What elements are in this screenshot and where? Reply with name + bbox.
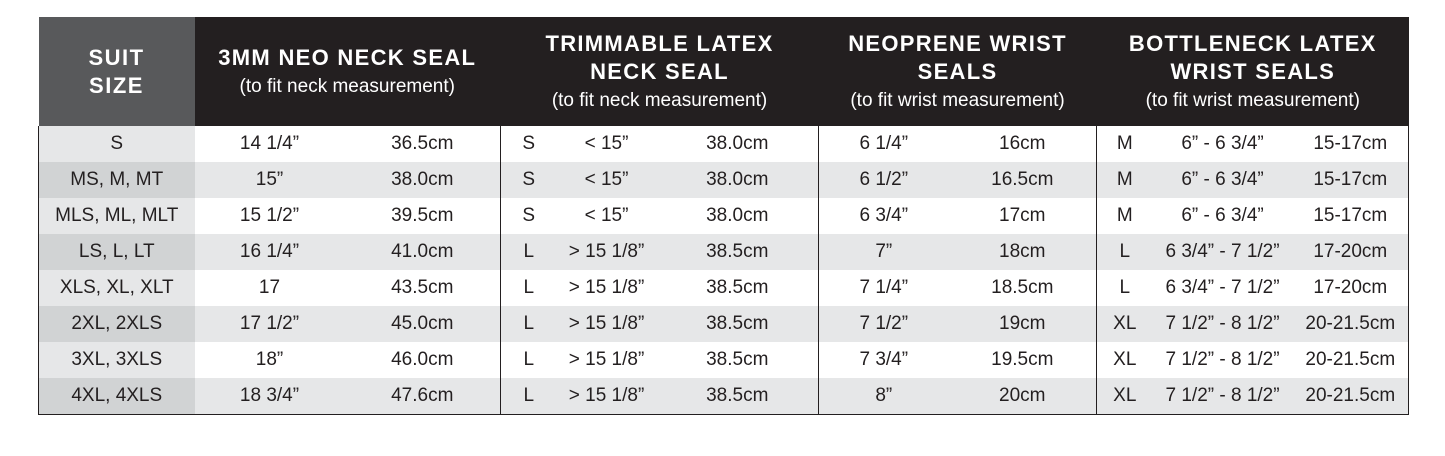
neo-neck-cm-cell: 36.5cm xyxy=(345,126,501,162)
bottleneck-wrist-cm-cell: 17-20cm xyxy=(1293,270,1409,306)
neo-wrist-cm-cell: 16cm xyxy=(949,126,1097,162)
header-suit-size-title: SUIT SIZE xyxy=(88,44,145,98)
neo-neck-cm-cell: 41.0cm xyxy=(345,234,501,270)
latex-neck-cm-cell: 38.5cm xyxy=(657,378,819,414)
latex-neck-size-cell: S xyxy=(501,126,557,162)
suit-size-cell: MS, M, MT xyxy=(39,162,195,198)
latex-neck-inches-cell: < 15” xyxy=(557,198,657,234)
latex-neck-size-cell: L xyxy=(501,342,557,378)
neo-neck-cm-cell: 43.5cm xyxy=(345,270,501,306)
latex-neck-cm-cell: 38.5cm xyxy=(657,234,819,270)
table-row xyxy=(39,306,1409,342)
latex-neck-inches-cell: < 15” xyxy=(557,126,657,162)
header-bottleneck-wrist-seals-title: BOTTLENECK LATEX WRIST SEALS xyxy=(1128,30,1377,84)
neo-wrist-cm-cell: 17cm xyxy=(949,198,1097,234)
bottleneck-wrist-size-cell: M xyxy=(1097,126,1153,162)
bottleneck-wrist-inches-cell: 7 1/2” - 8 1/2” xyxy=(1153,342,1293,378)
bottleneck-wrist-size-cell: XL xyxy=(1097,306,1153,342)
bottleneck-wrist-inches-cell: 6” - 6 3/4” xyxy=(1153,198,1293,234)
neo-wrist-cm-cell: 18cm xyxy=(949,234,1097,270)
table-row xyxy=(39,126,1409,162)
neo-wrist-cm-cell: 19.5cm xyxy=(949,342,1097,378)
bottleneck-wrist-inches-cell: 6” - 6 3/4” xyxy=(1153,162,1293,198)
neo-wrist-inches-cell: 7” xyxy=(819,234,949,270)
header-neo-neck-seal-title: 3MM NEO NECK SEAL xyxy=(218,44,477,70)
bottleneck-wrist-size-cell: L xyxy=(1097,234,1153,270)
neo-wrist-cm-cell: 19cm xyxy=(949,306,1097,342)
neo-wrist-cm-cell: 18.5cm xyxy=(949,270,1097,306)
header-suit-size xyxy=(39,17,195,126)
neo-neck-inches-cell: 18” xyxy=(195,342,345,378)
header-latex-neck-seal xyxy=(501,17,819,126)
bottleneck-wrist-cm-cell: 20-21.5cm xyxy=(1293,342,1409,378)
latex-neck-size-cell: L xyxy=(501,378,557,414)
latex-neck-inches-cell: > 15 1/8” xyxy=(557,234,657,270)
bottleneck-wrist-cm-cell: 15-17cm xyxy=(1293,162,1409,198)
bottleneck-wrist-cm-cell: 15-17cm xyxy=(1293,198,1409,234)
header-neoprene-wrist-seals xyxy=(819,17,1097,126)
table-body xyxy=(39,126,1409,414)
neo-neck-inches-cell: 17 1/2” xyxy=(195,306,345,342)
header-row xyxy=(39,17,1409,126)
table-row xyxy=(39,270,1409,306)
table-row xyxy=(39,198,1409,234)
header-latex-neck-seal-subtitle: (to fit neck measurement) xyxy=(551,89,768,111)
header-neoprene-wrist-seals-subtitle: (to fit wrist measurement) xyxy=(850,89,1065,111)
table-row xyxy=(39,342,1409,378)
suit-size-cell: MLS, ML, MLT xyxy=(39,198,195,234)
neo-wrist-inches-cell: 6 1/2” xyxy=(819,162,949,198)
neo-neck-cm-cell: 39.5cm xyxy=(345,198,501,234)
header-bottleneck-wrist-seals xyxy=(1097,17,1409,126)
latex-neck-cm-cell: 38.0cm xyxy=(657,198,819,234)
neo-wrist-inches-cell: 7 1/2” xyxy=(819,306,949,342)
bottleneck-wrist-inches-cell: 6 3/4” - 7 1/2” xyxy=(1153,270,1293,306)
header-latex-neck-seal-title: TRIMMABLE LATEX NECK SEAL xyxy=(545,30,774,84)
neo-neck-inches-cell: 15 1/2” xyxy=(195,198,345,234)
latex-neck-cm-cell: 38.0cm xyxy=(657,126,819,162)
neo-neck-inches-cell: 18 3/4” xyxy=(195,378,345,414)
bottleneck-wrist-cm-cell: 17-20cm xyxy=(1293,234,1409,270)
bottleneck-wrist-inches-cell: 7 1/2” - 8 1/2” xyxy=(1153,378,1293,414)
latex-neck-cm-cell: 38.0cm xyxy=(657,162,819,198)
latex-neck-size-cell: L xyxy=(501,270,557,306)
bottleneck-wrist-cm-cell: 15-17cm xyxy=(1293,126,1409,162)
bottleneck-wrist-inches-cell: 6 3/4” - 7 1/2” xyxy=(1153,234,1293,270)
bottleneck-wrist-cm-cell: 20-21.5cm xyxy=(1293,306,1409,342)
bottleneck-wrist-inches-cell: 6” - 6 3/4” xyxy=(1153,126,1293,162)
size-chart-table xyxy=(38,17,1409,415)
bottleneck-wrist-size-cell: XL xyxy=(1097,342,1153,378)
neo-wrist-cm-cell: 16.5cm xyxy=(949,162,1097,198)
suit-size-cell: S xyxy=(39,126,195,162)
neo-wrist-cm-cell: 20cm xyxy=(949,378,1097,414)
suit-size-cell: XLS, XL, XLT xyxy=(39,270,195,306)
table-row xyxy=(39,162,1409,198)
suit-size-cell: 3XL, 3XLS xyxy=(39,342,195,378)
latex-neck-cm-cell: 38.5cm xyxy=(657,270,819,306)
neo-neck-cm-cell: 47.6cm xyxy=(345,378,501,414)
neo-wrist-inches-cell: 6 1/4” xyxy=(819,126,949,162)
neo-neck-cm-cell: 46.0cm xyxy=(345,342,501,378)
latex-neck-size-cell: S xyxy=(501,198,557,234)
header-neoprene-wrist-seals-title: NEOPRENE WRIST SEALS xyxy=(848,30,1067,84)
header-neo-neck-seal-subtitle: (to fit neck measurement) xyxy=(239,75,455,97)
latex-neck-inches-cell: > 15 1/8” xyxy=(557,270,657,306)
suit-size-cell: 4XL, 4XLS xyxy=(39,378,195,414)
header-neo-neck-seal xyxy=(195,17,501,126)
neo-neck-inches-cell: 16 1/4” xyxy=(195,234,345,270)
latex-neck-inches-cell: > 15 1/8” xyxy=(557,342,657,378)
latex-neck-cm-cell: 38.5cm xyxy=(657,342,819,378)
neo-neck-inches-cell: 14 1/4” xyxy=(195,126,345,162)
suit-size-cell: LS, L, LT xyxy=(39,234,195,270)
table-header xyxy=(39,17,1409,126)
latex-neck-inches-cell: > 15 1/8” xyxy=(557,306,657,342)
latex-neck-inches-cell: < 15” xyxy=(557,162,657,198)
table-row xyxy=(39,234,1409,270)
latex-neck-size-cell: L xyxy=(501,234,557,270)
neo-neck-inches-cell: 15” xyxy=(195,162,345,198)
suit-size-cell: 2XL, 2XLS xyxy=(39,306,195,342)
neo-wrist-inches-cell: 8” xyxy=(819,378,949,414)
bottleneck-wrist-cm-cell: 20-21.5cm xyxy=(1293,378,1409,414)
table-row xyxy=(39,378,1409,414)
bottleneck-wrist-inches-cell: 7 1/2” - 8 1/2” xyxy=(1153,306,1293,342)
neo-wrist-inches-cell: 6 3/4” xyxy=(819,198,949,234)
bottleneck-wrist-size-cell: M xyxy=(1097,198,1153,234)
neo-wrist-inches-cell: 7 3/4” xyxy=(819,342,949,378)
header-bottleneck-wrist-seals-subtitle: (to fit wrist measurement) xyxy=(1145,89,1360,111)
latex-neck-size-cell: S xyxy=(501,162,557,198)
latex-neck-cm-cell: 38.5cm xyxy=(657,306,819,342)
neo-neck-inches-cell: 17 xyxy=(195,270,345,306)
neo-neck-cm-cell: 45.0cm xyxy=(345,306,501,342)
neo-neck-cm-cell: 38.0cm xyxy=(345,162,501,198)
bottleneck-wrist-size-cell: L xyxy=(1097,270,1153,306)
bottleneck-wrist-size-cell: XL xyxy=(1097,378,1153,414)
bottleneck-wrist-size-cell: M xyxy=(1097,162,1153,198)
neo-wrist-inches-cell: 7 1/4” xyxy=(819,270,949,306)
latex-neck-inches-cell: > 15 1/8” xyxy=(557,378,657,414)
latex-neck-size-cell: L xyxy=(501,306,557,342)
